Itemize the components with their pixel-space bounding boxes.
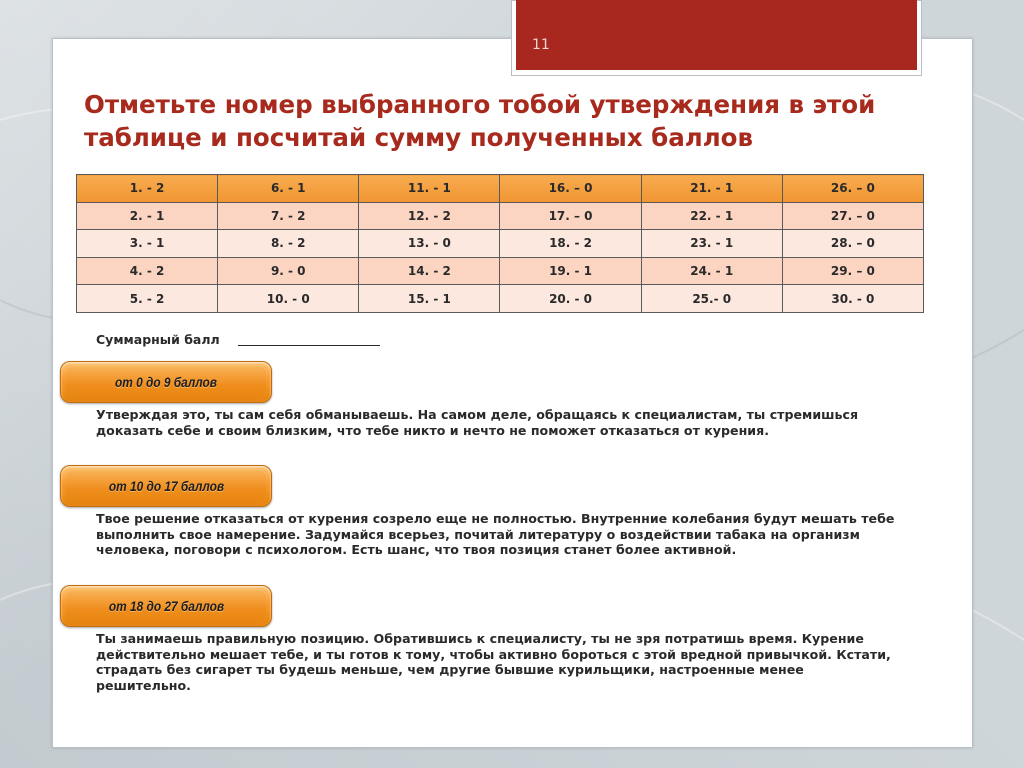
table-cell: 29. – 0: [782, 257, 923, 285]
table-cell: 19. - 1: [500, 257, 641, 285]
table-cell: 12. - 2: [359, 202, 500, 230]
table-cell: 9. - 0: [218, 257, 359, 285]
result-range-label: от 18 до 27 баллов: [108, 598, 224, 614]
table-cell: 7. - 2: [218, 202, 359, 230]
table-cell: 14. - 2: [359, 257, 500, 285]
table-cell: 23. - 1: [641, 230, 782, 258]
table-cell: 2. - 1: [77, 202, 218, 230]
table-cell: 20. - 0: [500, 285, 641, 313]
table-cell: 10. - 0: [218, 285, 359, 313]
table-cell: 27. – 0: [782, 202, 923, 230]
table-cell: 4. - 2: [77, 257, 218, 285]
table-cell: 15. - 1: [359, 285, 500, 313]
result-description-1: Утверждая это, ты сам себя обманываешь. На самом деле, обращаясь к специалистам, ты стремишься доказать себе и своим близким, что тебе никто и нечто не поможет отказаться от курения.: [96, 407, 859, 438]
table-cell: 22. - 1: [641, 202, 782, 230]
table-cell: 8. - 2: [218, 230, 359, 258]
result-range-badge-inner: [66, 367, 266, 397]
table-cell: 11. - 1: [359, 175, 500, 203]
result-range-label: от 10 до 17 баллов: [108, 478, 224, 494]
result-description-3: Ты занимаешь правильную позицию. Обратившись к специалисту, ты не зря потратишь время. Курение действительно мешает тебе, и ты готов к тому, чтобы активно бороться с этой вредной привычкой. Кстати, страдать без сигарет ты будешь меньше, чем другие бывшие курильщики, настроенные менее решительно.: [96, 631, 891, 693]
table-cell: 30. - 0: [782, 285, 923, 313]
table-cell: 5. - 2: [77, 285, 218, 313]
result-range-badge-1: [60, 361, 272, 403]
table-cell: 3. - 1: [77, 230, 218, 258]
table-cell: 13. - 0: [359, 230, 500, 258]
table-cell: 18. - 2: [500, 230, 641, 258]
result-range-badge-2: [60, 465, 272, 507]
summary-label: Суммарный балл: [96, 332, 220, 347]
summary-blank-line: [238, 345, 380, 346]
result-range-label: от 0 до 9 баллов: [114, 374, 217, 390]
slide-number-header: [516, 0, 917, 70]
table-cell: 6. - 1: [218, 175, 359, 203]
table-cell: 17. – 0: [500, 202, 641, 230]
table-cell: 28. – 0: [782, 230, 923, 258]
table-cell: 26. – 0: [782, 175, 923, 203]
table-cell: 25.- 0: [641, 285, 782, 313]
table-row: [77, 285, 924, 313]
table-cell: 16. – 0: [500, 175, 641, 203]
table-row: [77, 257, 924, 285]
slide-number: 11: [532, 37, 550, 53]
table-row: [77, 202, 924, 230]
table-row: [77, 230, 924, 258]
score-table: [76, 174, 924, 313]
table-cell: 21. - 1: [641, 175, 782, 203]
result-range-badge-3: [60, 585, 272, 627]
table-cell: 24. - 1: [641, 257, 782, 285]
table-cell: 1. - 2: [77, 175, 218, 203]
table-row: [77, 175, 924, 203]
result-range-badge-inner: [66, 471, 266, 501]
result-range-badge-inner: [66, 591, 266, 621]
result-description-2: Твое решение отказаться от курения созрело еще не полностью. Внутренние колебания будут мешать тебе выполнить свое намерение. Задумайся всерьез, почитай литературу о воздействии табака на организм человека, поговори с психологом. Есть шанс, что твоя позиция станет более активной.: [96, 511, 895, 557]
page-title: Отметьте номер выбранного тобой утверждения в этой таблице и посчитай сумму полученных баллов: [84, 90, 876, 152]
